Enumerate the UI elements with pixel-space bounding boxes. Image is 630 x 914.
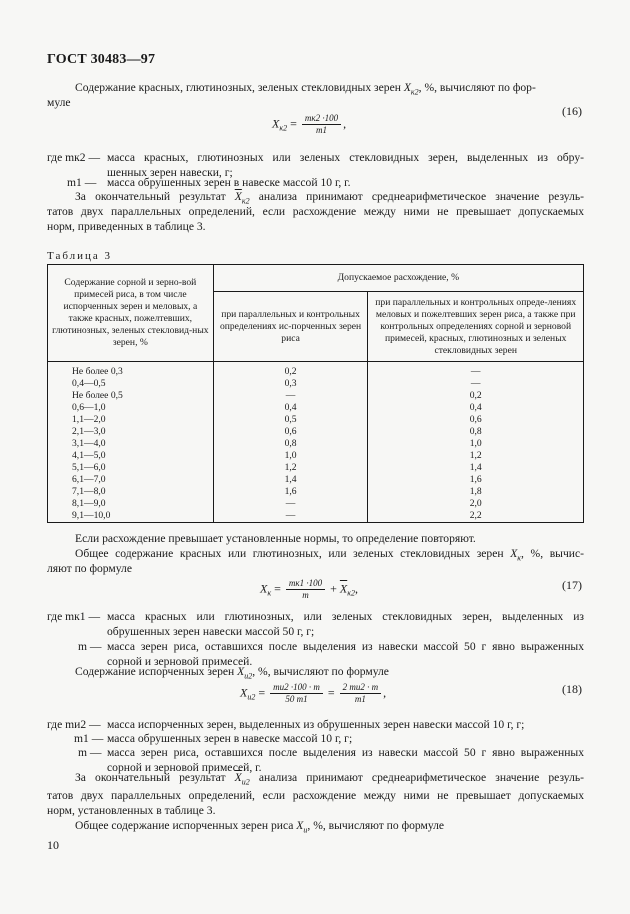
- def-label: m1 —: [67, 176, 97, 189]
- table-row: [48, 390, 584, 402]
- f18-numerator-2: 2 mи2 · m: [340, 682, 382, 694]
- table-row: [48, 510, 584, 523]
- paragraph-intro-spoiled: [47, 818, 584, 837]
- cell-chalky: 0,4: [368, 402, 584, 414]
- def-text-cont: сорной и зерновой примесей.: [107, 655, 253, 668]
- table-caption: Таблица 3: [47, 250, 113, 262]
- def-text: масса зерен риса, оставшихся после выделения из навески массой 50 г явно выраженных: [107, 746, 584, 759]
- cell-range: 0,6—1,0: [48, 402, 214, 414]
- f17-plus: +: [330, 581, 337, 596]
- p4-b: , %, вычис-: [521, 547, 584, 560]
- p4-a: Общее содержание красных или глютинозных, или зеленых стекловидных зерен: [75, 547, 504, 560]
- cell-chalky: 2,2: [368, 510, 584, 523]
- p7-a: Общее содержание испорченных зерен риса: [75, 819, 294, 832]
- definition-m1: [67, 175, 584, 190]
- table-3: [47, 264, 584, 523]
- cell-range: 7,1—8,0: [48, 486, 214, 498]
- definition-mi2: [47, 717, 584, 732]
- var-sub: и2: [244, 671, 253, 681]
- f16-lhs: X: [272, 116, 280, 131]
- cell-chalky: 0,8: [368, 426, 584, 438]
- para1-text: Содержание красных, глютинозных, зеленых стекловидных зерен: [75, 81, 401, 94]
- cell-spoiled: 0,8: [213, 438, 368, 450]
- definition-m1-b: [74, 731, 584, 746]
- cell-range: 2,1—3,0: [48, 426, 214, 438]
- cell-range: 1,1—2,0: [48, 414, 214, 426]
- def-label: m —: [78, 746, 102, 759]
- f17-fraction: [286, 578, 325, 601]
- formula-number-17: (17): [562, 578, 582, 592]
- p5-a: Содержание испорченных зерен: [75, 665, 235, 678]
- p6-b: анализа принимают среднеарифметическое значение резуль-: [258, 771, 585, 784]
- var-sub: к: [517, 553, 522, 563]
- table-row: [48, 486, 584, 498]
- cell-range: 9,1—10,0: [48, 510, 214, 523]
- formula-16: $X_{к2}$ = $\frac{mк2 \cdot 100}{m1}$ ,: [272, 113, 347, 135]
- paragraph-result-i2: [47, 770, 584, 789]
- table-row: [48, 426, 584, 438]
- table-row: [48, 414, 584, 426]
- cell-chalky: 1,4: [368, 462, 584, 474]
- def-label: где mк1 —: [47, 610, 101, 623]
- def-text: масса красных или глютинозных, или зеленых стекловидных зерен, выделенных из: [107, 610, 584, 623]
- def-text-cont: шенных зерен навески, г;: [107, 166, 233, 179]
- paragraph-intro-f18: [47, 664, 584, 683]
- table-row: [48, 402, 584, 414]
- var-x: X: [237, 665, 245, 678]
- def-text-cont: обрушенных зерен навески массой 50 г, г;: [107, 625, 315, 638]
- cell-spoiled: 0,4: [213, 402, 368, 414]
- p6-a: За окончательный результат: [75, 771, 226, 784]
- cell-chalky: 0,6: [368, 414, 584, 426]
- table-row: [48, 366, 584, 378]
- f16-denominator: m1: [315, 125, 327, 135]
- cell-spoiled: —: [213, 498, 368, 510]
- def-label: m1 —: [74, 732, 104, 745]
- f17-rhs-sub: к2: [347, 588, 355, 598]
- def-label: m —: [78, 640, 102, 653]
- p2-a: За окончательный результат: [75, 190, 226, 203]
- def-label: где mи2 —: [47, 718, 101, 731]
- var-x: X: [403, 81, 411, 94]
- f16-fraction: [302, 113, 341, 136]
- f16-lhs-sub: к2: [279, 123, 288, 133]
- f18-denominator-1: 50 m1: [285, 694, 308, 704]
- cell-spoiled: —: [213, 510, 368, 523]
- cell-chalky: —: [368, 378, 584, 390]
- cell-range: 5,1—6,0: [48, 462, 214, 474]
- cell-range: Не более 0,5: [48, 390, 214, 402]
- var-sub: и2: [241, 777, 250, 787]
- f17-lhs: X: [260, 581, 268, 596]
- col-header-group: Допускаемое расхождение, %: [213, 265, 583, 292]
- def-text: масса обрушенных зерен в навеске массой 10 г, г.: [107, 176, 351, 189]
- f17-rhs-var: $\overline{X}$: [339, 581, 348, 596]
- standard-code-header: ГОСТ 30483—97: [47, 52, 156, 67]
- para6-line2: татов двух параллельных определений, если расхождение между ними не превышает допускаемых: [47, 789, 584, 802]
- cell-chalky: 1,2: [368, 450, 584, 462]
- col-header-content: Содержание сорной и зерно-вой примесей риса, в том числе испорченных зерен и меловых, а также красных, пожелтевших, глютинозных, зеленых стекловид-ных зерен, %: [48, 265, 214, 362]
- cell-range: Не более 0,3: [48, 366, 214, 378]
- def-text: масса красных, глютинозных или зеленых стекловидных зерен, выделенных из обру-: [107, 151, 584, 164]
- cell-chalky: 0,2: [368, 390, 584, 402]
- cell-chalky: 1,8: [368, 486, 584, 498]
- f18-numerator-1: mи2 ·100 · m: [270, 682, 323, 694]
- def-text: масса обрушенных зерен в навеске массой 10 г, г;: [107, 732, 353, 745]
- col-header-chalky: при параллельных и контрольных опреде-лениях меловых и пожелтевших зерен риса, а также при контрольных определениях сорной и зерновой примесей, красных, глютинозных и зеленых стекловидных зерен: [368, 292, 584, 362]
- cell-spoiled: 1,0: [213, 450, 368, 462]
- def-text: масса зерен риса, оставшихся после выделения из навески массой 50 г явно выраженных: [107, 640, 584, 653]
- para1-tail: , %, вычисляют по фор-: [418, 81, 536, 94]
- paragraph-intro-f16: [47, 80, 584, 99]
- f18-lhs: X: [240, 685, 248, 700]
- cell-range: 0,4—0,5: [48, 378, 214, 390]
- cell-chalky: 2,0: [368, 498, 584, 510]
- cell-spoiled: 0,2: [213, 366, 368, 378]
- para6-line3: норм, установленных в таблице 3.: [47, 804, 216, 817]
- f16-numerator: mк2 ·100: [302, 113, 341, 125]
- para4-line2: ляют по формуле: [47, 562, 132, 575]
- cell-spoiled: 0,5: [213, 414, 368, 426]
- var-x-bar: $\overline{X}$: [234, 190, 242, 203]
- table-row: [48, 474, 584, 486]
- table-row: [48, 450, 584, 462]
- def-text-cont: сорной и зерновой примесей, г.: [107, 761, 262, 774]
- para2-line2: татов двух параллельных определений, если расхождение между ними не превышает допускаемых: [47, 205, 584, 218]
- f18-fraction-2: [340, 682, 382, 705]
- cell-range: 3,1—4,0: [48, 438, 214, 450]
- cell-chalky: 1,6: [368, 474, 584, 486]
- p2-b: анализа принимают среднеарифметическое значение резуль-: [258, 190, 585, 203]
- para1-line2: муле: [47, 96, 71, 109]
- var-sub: к2: [410, 87, 419, 97]
- def-label: где mк2 —: [47, 151, 101, 164]
- formula-number-16: (16): [562, 104, 582, 118]
- table-row: [48, 378, 584, 390]
- para2-line3: норм, приведенных в таблице 3.: [47, 220, 206, 233]
- cell-chalky: 1,0: [368, 438, 584, 450]
- cell-spoiled: 1,4: [213, 474, 368, 486]
- p7-b: , %, вычисляют по формуле: [307, 819, 445, 832]
- f18-eq2: =: [327, 685, 335, 700]
- var-sub: к2: [241, 196, 250, 206]
- def-text: масса испорченных зерен, выделенных из обрушенных зерен навески массой 10 г, г;: [107, 718, 525, 731]
- f18-lhs-sub: и2: [247, 692, 256, 702]
- cell-range: 6,1—7,0: [48, 474, 214, 486]
- table-row: [48, 438, 584, 450]
- paragraph-repeat: Если расхождение превышает установленные нормы, то определение повторяют.: [75, 532, 476, 545]
- cell-chalky: —: [368, 366, 584, 378]
- table-row: [48, 498, 584, 510]
- var-x-bar: $\overline{X}$: [234, 771, 242, 784]
- page-number: 10: [47, 838, 59, 852]
- formula-18: $X_{и2}$ = $\frac{mи2 \cdot 100 \cdot m}{50 m1}$ = $\frac{2 mи2 \cdot m}{m1}$ ,: [240, 682, 387, 704]
- var-x: X: [510, 547, 518, 560]
- formula-number-18: (18): [562, 682, 582, 696]
- p5-b: , %, вычисляют по формуле: [252, 665, 389, 678]
- f17-lhs-sub: к: [267, 588, 272, 598]
- f18-denominator-2: m1: [354, 694, 366, 704]
- f18-fraction-1: [270, 682, 323, 705]
- table-row: [48, 462, 584, 474]
- cell-spoiled: 1,2: [213, 462, 368, 474]
- var-x: X: [296, 819, 304, 832]
- cell-range: 8,1—9,0: [48, 498, 214, 510]
- f17-numerator: mк1 ·100: [286, 578, 325, 590]
- var-sub: и: [303, 825, 308, 835]
- f17-denominator: m: [302, 590, 309, 600]
- cell-spoiled: 0,3: [213, 378, 368, 390]
- cell-spoiled: —: [213, 390, 368, 402]
- col-header-spoiled: при параллельных и контрольных определениях ис-порченных зерен риса: [213, 292, 368, 362]
- cell-range: 4,1—5,0: [48, 450, 214, 462]
- cell-spoiled: 0,6: [213, 426, 368, 438]
- formula-17: $X_к$ = $\frac{mк1 \cdot 100}{m}$ + $\overline{X}_{к2}$,: [260, 578, 358, 600]
- definition-mk1: [47, 609, 584, 639]
- cell-spoiled: 1,6: [213, 486, 368, 498]
